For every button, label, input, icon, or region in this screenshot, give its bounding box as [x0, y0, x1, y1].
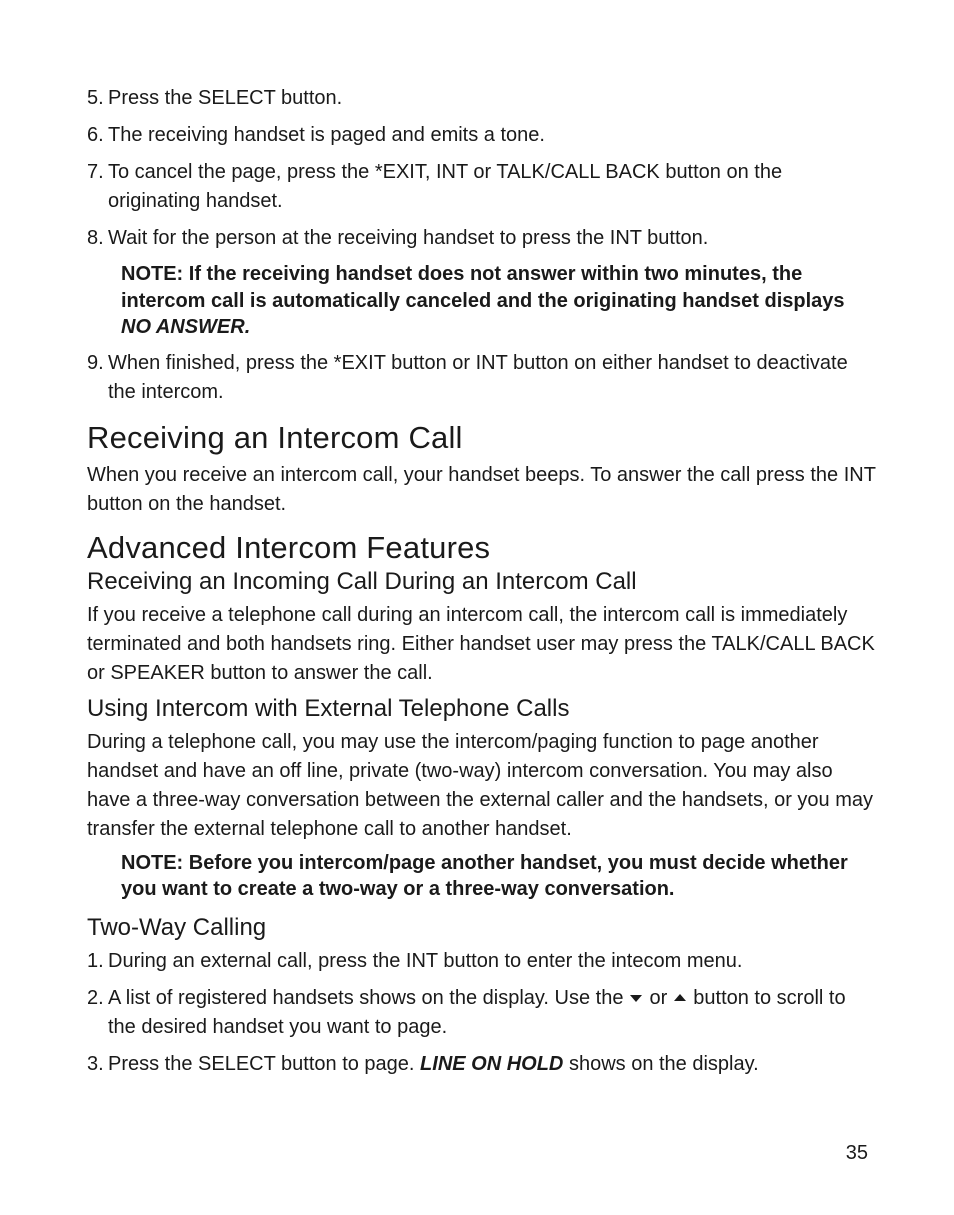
step-text-before: Press the SELECT button to page. [108, 1052, 421, 1075]
page-number: 35 [845, 1142, 868, 1164]
down-arrow-icon [629, 993, 643, 1003]
heading-incoming-during-intercom: Receiving an Incoming Call During an Intercom Call [87, 567, 637, 595]
step-8 [87, 224, 877, 253]
step-text-or: or [649, 986, 668, 1009]
paragraph-external: During a telephone call, you may use the intercom/paging function to page another handset and have an off line, private (two-way) intercom conversation. You may also have a three-way conversation between the external caller and the handsets, or you may transfer the external telephone call to another handset. [87, 730, 874, 840]
step-5 [87, 84, 877, 113]
step-text-after: button to scroll to the desired handset you want to page. [108, 986, 846, 1038]
page-content [87, 84, 877, 1087]
step-6 [87, 121, 877, 150]
heading-external-calls: Using Intercom with External Telephone Calls [87, 694, 570, 722]
note-no-answer [121, 261, 851, 341]
step-number: 1. [87, 949, 104, 972]
step-number: 5. [87, 87, 104, 109]
step-number: 9. [87, 351, 104, 374]
heading-advanced-features: Advanced Intercom Features [87, 529, 491, 565]
step-text: During an external call, press the INT button to enter the intecom menu. [108, 949, 743, 972]
step-number: 7. [87, 161, 104, 183]
step-number: 8. [87, 227, 104, 249]
heading-two-way: Two-Way Calling [87, 913, 267, 941]
step-text [108, 1050, 877, 1079]
two-way-step-2 [87, 984, 877, 1042]
paragraph-incoming: If you receive a telephone call during an intercom call, the intercom call is immediately terminated and both handsets ring. Either handset user may press the TALK/CALL BACK or SPEAKER button to answer the call. [87, 603, 875, 684]
step-text: The receiving handset is paged and emits a tone. [108, 124, 545, 146]
step-number: 2. [87, 986, 104, 1009]
step-text-before: A list of registered handsets shows on the display. Use the [108, 986, 624, 1009]
heading-receiving-intercom: Receiving an Intercom Call [87, 419, 463, 455]
paragraph-receiving: When you receive an intercom call, your handset beeps. To answer the call press the INT button on the handset. [87, 463, 876, 515]
note-before-intercom: NOTE: Before you intercom/page another handset, you must decide whether you want to create a two-way or a three-way conversation. [121, 851, 848, 900]
two-way-step-1 [87, 947, 877, 976]
step-text: Wait for the person at the receiving handset to press the INT button. [108, 227, 709, 249]
step-number: 3. [87, 1052, 104, 1075]
two-way-step-3 [87, 1050, 877, 1079]
step-9 [87, 349, 877, 407]
step-text-after: shows on the display. [563, 1052, 759, 1075]
note-emphasis: NO ANSWER. [121, 316, 251, 338]
step-text: To cancel the page, press the *EXIT, INT or TALK/CALL BACK button on the originating handset. [108, 161, 783, 212]
step-text: When finished, press the *EXIT button or INT button on either handset to deactivate the intercom. [108, 351, 848, 403]
step-emphasis: LINE ON HOLD [420, 1052, 564, 1075]
step-text: Press the SELECT button. [108, 87, 343, 109]
step-number: 6. [87, 124, 104, 146]
up-arrow-icon [673, 993, 687, 1003]
step-text [108, 984, 877, 1042]
note-text: NOTE: If the receiving handset does not answer within two minutes, the intercom call is automatically canceled and the originating handset displays [121, 263, 845, 312]
step-7 [87, 158, 877, 216]
